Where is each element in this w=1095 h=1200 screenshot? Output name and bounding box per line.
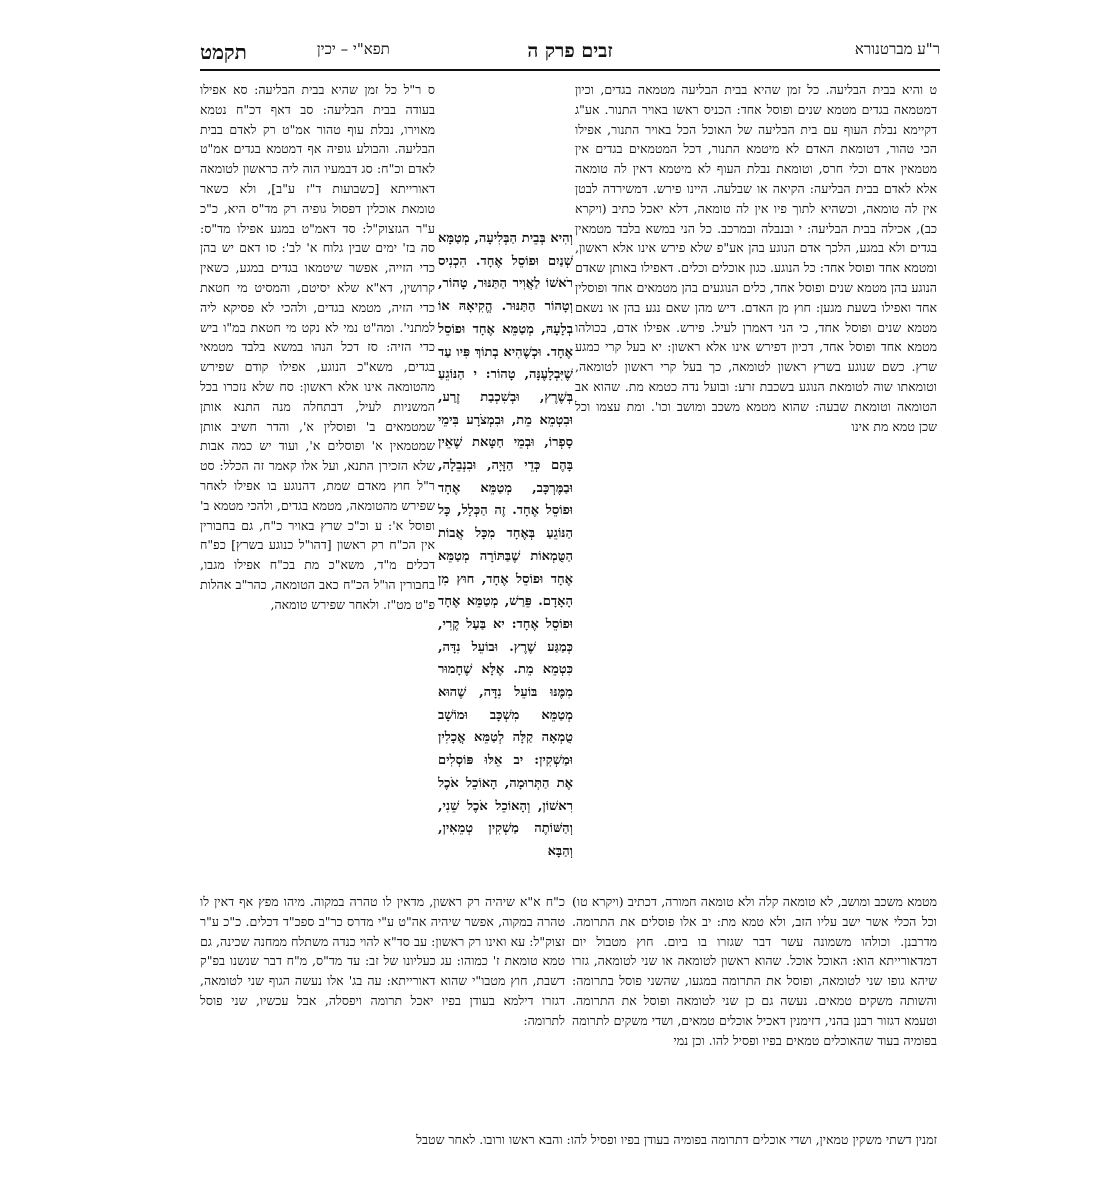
mishnah-column <box>438 228 573 888</box>
page-number: תקמט <box>200 40 247 64</box>
header-rule <box>200 69 940 71</box>
verse-reference: תפא"י – יכין <box>316 40 390 58</box>
commentary-left-column <box>200 80 435 888</box>
commentary-right-text: ט והיא בבית הבליעה. כל זמן שהיא בבית הבליעה מטמאה בגדים, וכיון דמטמאה בגדים מטמא שנים ופוסל אחד: הכניס ראשו באויר התנור. אע"ג דקיימא נבלת העוף עם בית הבליעה של האוכל הכל באויר התנור, אפילו הכי טהור, דטומאת האדם לא מיטמא התנור, דכל המטמאים בגדים אין מטמאין אדם וכלי חרס, וטומאת נבלת העוף לא מיטמא דאין לה טומאה אלא לאדם בבית הבליעה: הקיאה או שבלעה. היינו פירש. דמשירדה לבטן אין לה טומאה, וכשהיא לתוך פיו אין לה טומאה, דלא יאכל כתיב (ויקרא כב), אכילה בבית הבליעה: י ובנבלה ובמרכב. כל הני במשא בלבד מטמאין בגדים ולא במגע, הלכך אדם הנוגע בהן אע"פ שלא פירש אינו אלא ראשון, ומטמא אחד ופוסל אחד: כל הנוגע. כגון אוכלים וכלים. דאפילו באותן שאדם הנוגע בהן מטמא שנים ופוסל אחד, כלים הנוגעים בהן מטמאים אחד ופוסלין אחד ואפילו בשעת מגען: חוץ מן האדם. דיש מהן שאם נגע בהן או נשאם מטמא שנים ופוסל אחד, כי הני דאמרן לעיל. פירש. אפילו אדם, בכולהו מטמא אחד ופוסל אחד, דכיון דפירש אינו אלא ראשון: יא בעל קרי כמגע שרץ. כשם שנוגע בשרץ ראשון לטומאה, כך בעל קרי ראשון לטומאה, וטומאתו שוה לטומאת הנוגע בשכבת זרע: ובועל נדה כטמא מת. שהוא אב הטומאה וטומאת שבעה: שהוא מטמא משכב ומושב וכו'. ומת עצמו וכל שכן טמא מת אינו <box>575 82 937 434</box>
commentary-title: ר"ע מברטנורא <box>854 40 940 58</box>
header-left-group <box>200 40 390 65</box>
commentary-left-text: ס ר"ל כל זמן שהיא בבית הבליעה: סא אפילו בעודה בבית הבליעה: סב דאף דכ"ח נטמא מאוירו, נבלת עוף טהור אמ"ט רק לאדם בבית הבליעה. והבולע גופיה אף דמטמא בגדים אמ"ט לאדם וכ"ח: סג דבמעיו הוה ליה כראשון לטומאה דאורייתא [כשבועות ד"ז ע"ב], ולא כשאר טומאת אוכלין דפסול גופיה רק מד"ס היא, כ"כ ע"ר הגזצוק"ל: סד דאמ"ט במגע אפילו מד"ס: סה בז' ימים שבין גלוח א' לב': סו דאם יש בהן כדי הזייה, אפשר שיטמאו בגדים במגע, כשאין קרושין, דא"א שלא יסיטם, והמסיט מי חטאת כדי הזיה, מטמא בגדים, ולהכי לא פסיקא ליה למתני'. ומה"ט נמי לא נקט מי חטאת במ"ו ביש כדי הזיה: סז דכל הנהו במשא בלבד מטמאי בגדים, משא"כ הנוגע, אפילו קודם שפירש מהטומאה אינו אלא ראשון: סח שלא נזכרו בכל המשניות לעיל, דבתחלה מנה התנא אותן שמטמאים ב' ופוסלין א', והדר חשיב אותן שמטמאין א' ופוסלים א', ועוד יש כמה אבות שלא הזכירן התנא, ועל אלו קאמר זה הכלל: סט ר"ל חוץ מאדם שמת, דהנוגע בו אפילו לאחר שפירש מהטומאה, מטמא בגדים, ולהכי מטמא ב' ופוסל א': ע וכ"כ שרץ באויר כ"ח, גם בחבורין אין הכ"ח רק ראשון [דהו"ל כנוגע בשרץ] כפ"ח דכלים מ"ד, משא"כ מת בכ"ח אפילו מגבו, בחבורין הו"ל הכ"ח כאב הטומאה, כהר"ב אהלות פ"ט מט"ז. ולאחר שפירש טומאה, <box>200 82 435 612</box>
page-header <box>200 40 940 68</box>
mishnah-text: וְהִיא בְּבֵית הַבְּלִיעָה, מְטַמָּא שְׁנַיִם וּפוֹסֵל אֶחָד. הִכְנִיס רֹאשׁוֹ לַאֲוִיר הַתַּנּוּר, טָהוֹר, וְטָהוֹר הַתַּנּוּר. הֱקִיאָהּ אוֹ בְלָעָהּ, מְטַמֵּא אֶחָד וּפוֹסֵל אֶחָד. וּכְשֶׁהִיא בְתוֹךְ פִּיו עַד שֶׁיִּבְלָעֶנָּה, טָהוֹר: י הַנּוֹגֵעַ בְּשֶׁרֶץ, וּבְשִׁכְבַת זֶרַע, וּבִטְמֵא מֵת, וּבִמְצֹרָע בִּימֵי סָפְרוֹ, וּבְמֵי חַטָּאת שֶׁאֵין בָּהֶם כְּדֵי הַזָּיָה, וּבִנְבֵלָה, וּבַמֶּרְכָּב, מְטַמֵּא אֶחָד וּפוֹסֵל אֶחָד. זֶה הַכְּלָל, כָּל הַנּוֹגֵעַ בְּאֶחָד מִכָּל אֲבוֹת הַטֻּמְאוֹת שֶׁבַּתּוֹרָה מְטַמֵּא אֶחָד וּפוֹסֵל אֶחָד, חוּץ מִן הָאָדָם. פֵּרַשׁ, מְטַמֵּא אֶחָד וּפוֹסֵל אֶחָד: יא בַּעַל קֶרִי, כְּמַגַּע שֶׁרֶץ. וּבוֹעֵל נִדָּה, כִּטְמֵא מֵת. אֶלָּא שֶׁחָמוּר מִמֶּנּוּ בּוֹעֵל נִדָּה, שֶׁהוּא מְטַמֵּא מִשְׁכָּב וּמוֹשָׁב טֻמְאָה קַלָּה לְטַמֵּא אֳכָלִין וּמַשְׁקִין: יב אֵלּוּ פּוֹסְלִים אֶת הַתְּרוּמָה, הָאוֹכֵל אֹכֶל רִאשׁוֹן, וְהָאוֹכֵל אֹכֶל שֵׁנִי, וְהַשּׁוֹתֶה מַשְׁקִין טְמֵאִין, וְהַבָּא <box>438 231 573 859</box>
commentary-right-column <box>575 80 937 880</box>
commentary-bottom-left <box>200 892 565 1128</box>
commentary-bottom-right <box>572 892 937 1128</box>
commentary-bottom-left-text: כ"ח א"א שיהיה רק ראשון, מדאין לו טהרה במקוה. מיהו מפץ אף דאין לו טהרה במקוה, אפשר שיהיה אה"ט ע"י מדרס כר"ב ספכ"ד דכלים. כ"כ ע"ר זצוק"ל: עא ואינו רק ראשון: עב סד"א להוי כנדה משתלח ממחנה שכינה, גם טמא טומאת ז' כמוהו: עג כעליונו של זב: עד מד"ס, מ"ח דבר שנשנו בפ"ק דשבת, חוץ מטבו"י שהוא דאורייתא: עה בג' אלו נעשה הגוף שני לטומאה, דגזרו דילמא בעודן בפיו יאכל תרומה ויפסלה, אבל עכשיו, שני פוסל לתרומה: <box>200 894 565 1028</box>
bottom-continuation-line: זמנין דשתי משקין טמאין, ושדי אוכלים דתרומה בפומיה בעודן בפיו ופסיל להו: והבא ראשו ורובו. לאחר שטבל <box>416 1132 937 1147</box>
commentary-bottom-right-text: מטמא משכב ומושב, לא טומאה קלה ולא טומאה חמורה, דכתיב (ויקרא טו) וכל הכלי אשר ישב עליו הזב, ולא טמא מת: יב אלו פוסלים את התרומה. מדרבנן. וכולהו משמונה עשר דבר שגזרו בו ביום. חוץ מטבול יום דמדאורייתא הוא: האוכל אוכל. שהוא ראשון לטומאה או שני לטומאה, גזרו שיהא גופו שני לטומאה, ופוסל את התרומה במגעו, שהשני פוסל בתרומה: והשותה משקים טמאים. נעשה גם כן שני לטומאה ופוסל את התרומה. וטעמא דגזור רבנן בהני, דזימנין דאכיל אוכלים טמאים, ושדי משקים לתרומה בפומיה בעוד שהאוכלים טמאים בפיו ופסיל להו. וכן נמי <box>572 894 937 1048</box>
tractate-chapter-title: זבים פרק ה <box>527 40 613 62</box>
